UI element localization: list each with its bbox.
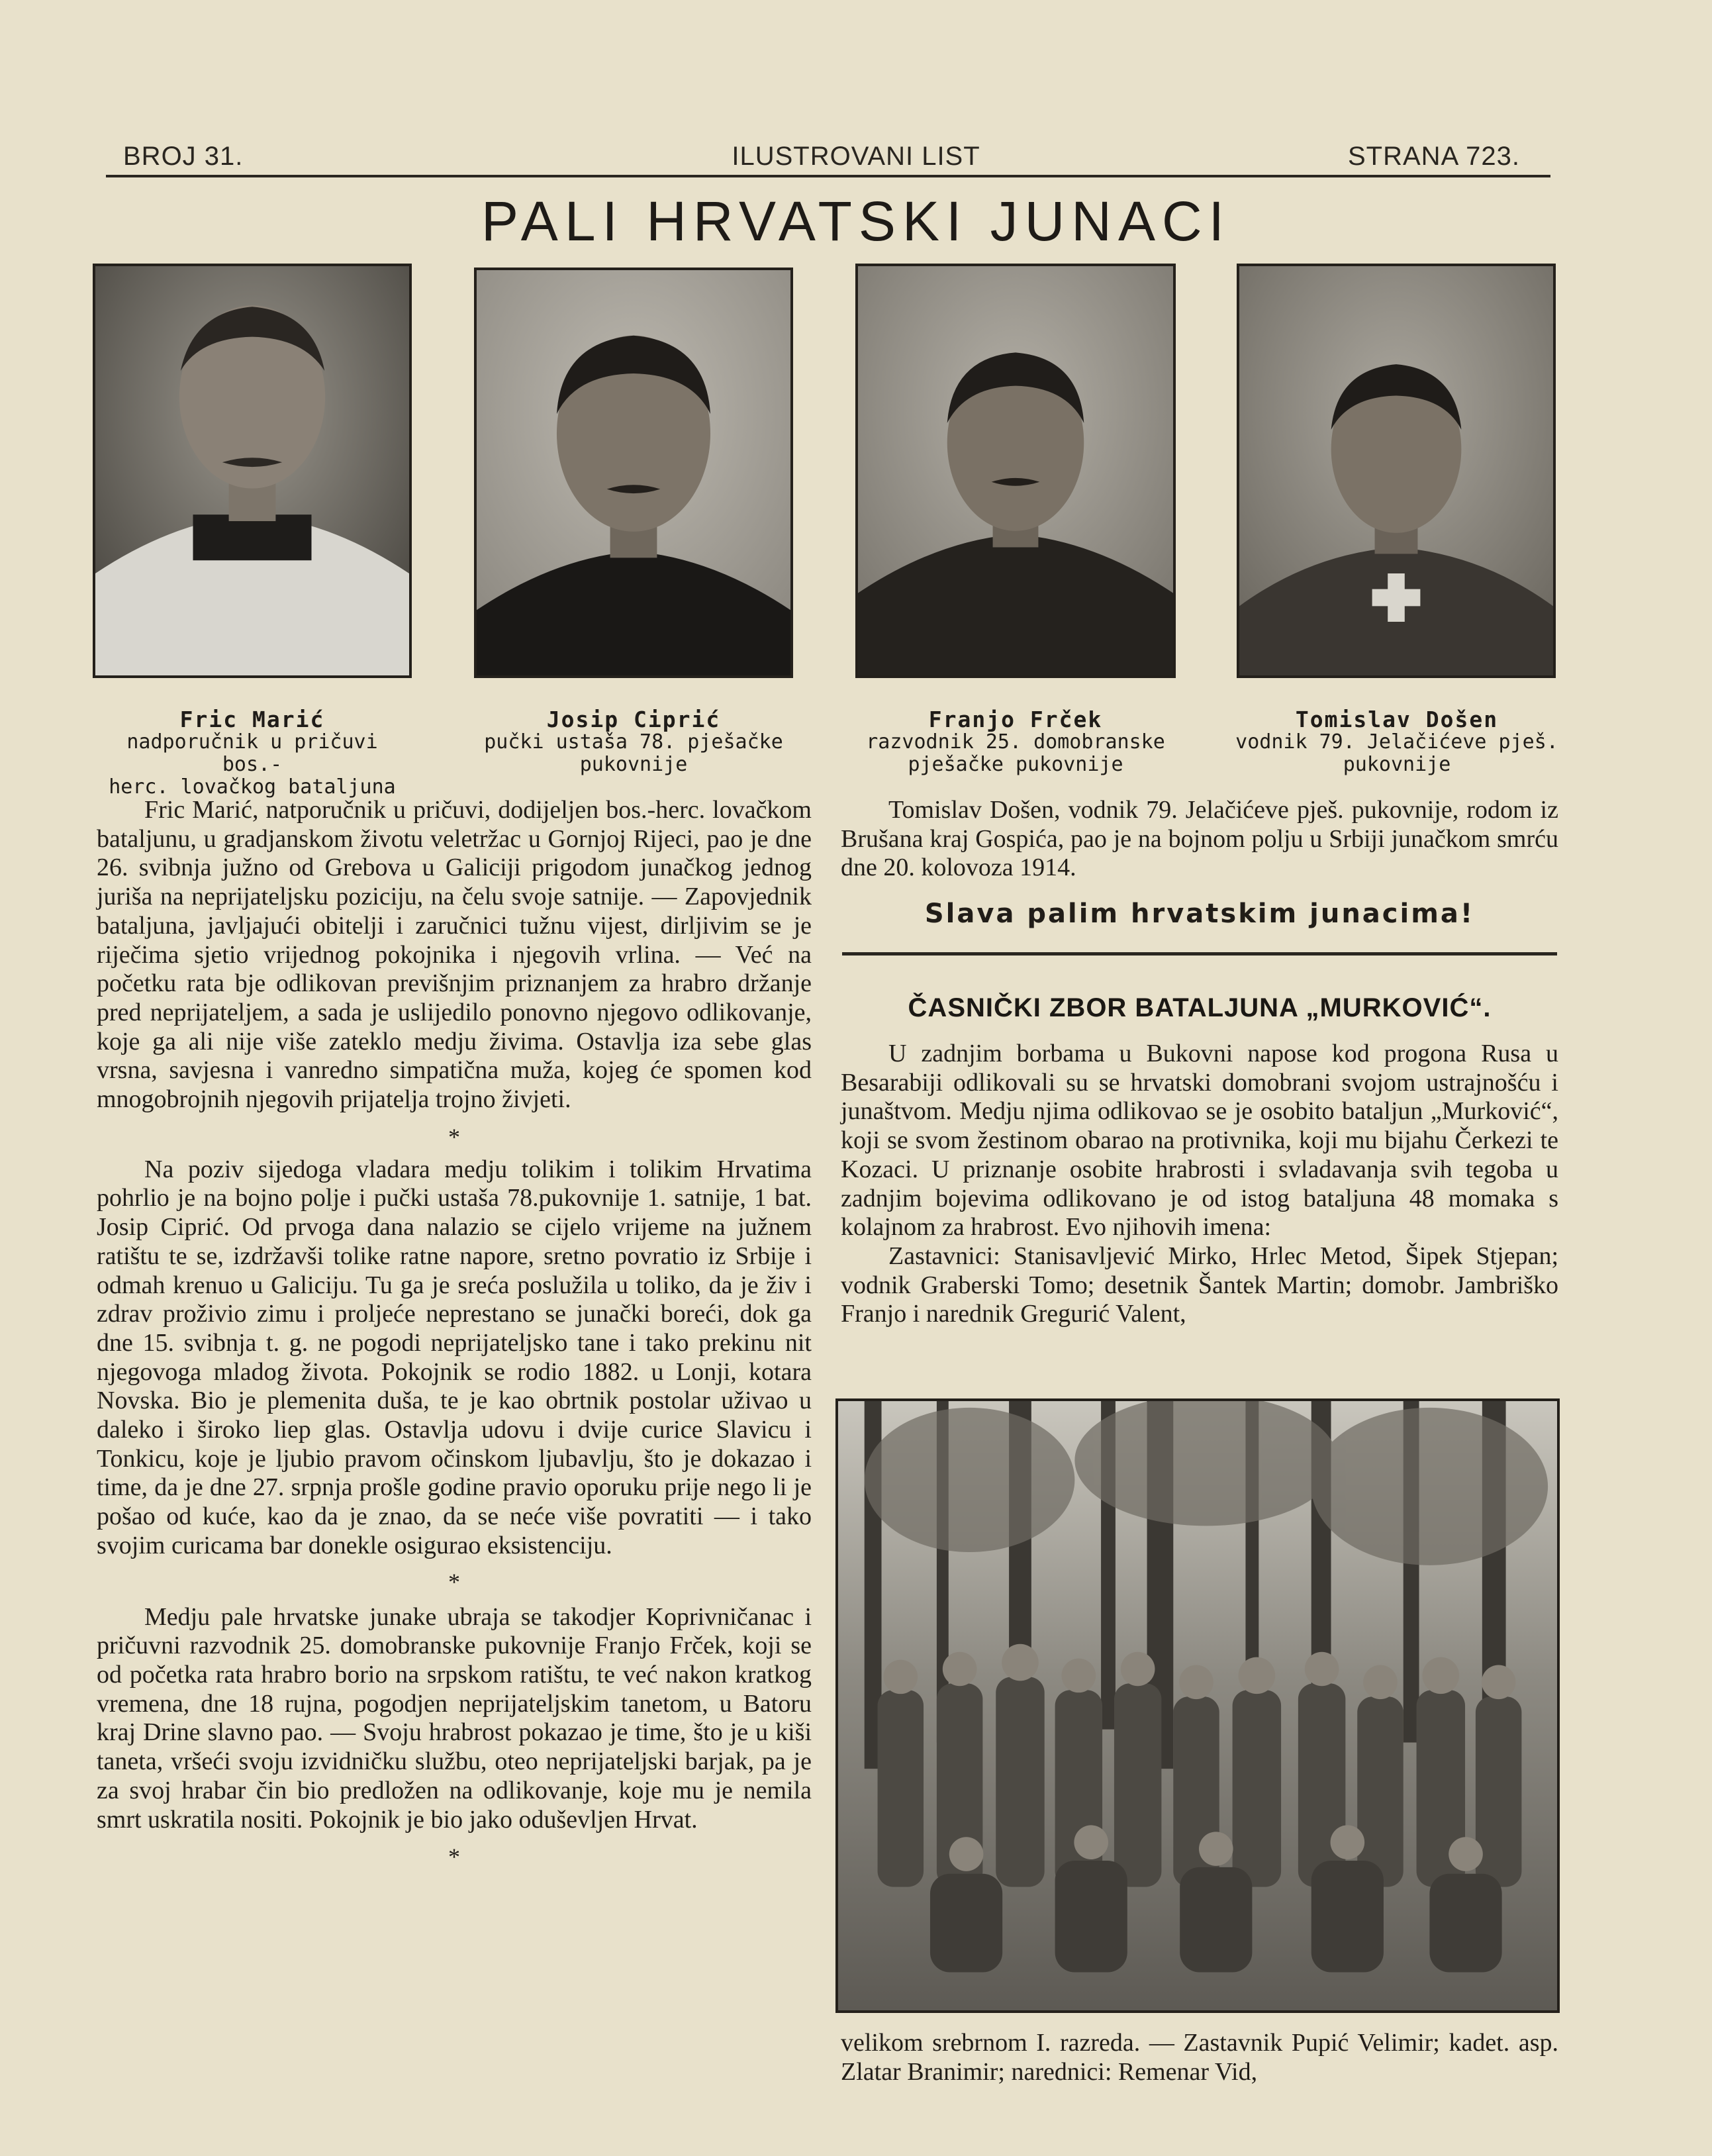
- portrait-name-1: Fric Marić: [179, 707, 325, 732]
- section-subtitle: ČASNIČKI ZBOR BATALJUNA „MURKOVIĆ“.: [908, 993, 1492, 1022]
- separator-star-1: *: [448, 1123, 460, 1150]
- portrait-desc-3a: razvodnik 25. domobranske: [866, 730, 1165, 754]
- portrait-desc-2a: pučki ustaša 78. pješačke: [484, 730, 783, 754]
- article-murkovic: U zadnjim borbama u Bukovni napose kod progona Rusa u Besarabiji odlikovali su se hrvatski domobrani svojom ustrajnošću i junaštvom. Medju njima odlikovao se je osobito bataljun „Murković“, koji se svom žestinom obarao na protivnika, koji mu bijahu Čerkezi te Kozaci. U priznanje osobite hrabrosti i svladavanja svih tegoba u zadnjim bojevima odlikovano je od istog bataljuna 48 momaka s kolajnom za hrabrost. Evo njihovih imena:: [841, 1040, 1558, 1242]
- portrait-photo-3: [855, 264, 1176, 678]
- slogan: Slava palim hrvatskim junacima!: [924, 899, 1475, 930]
- portrait-photo-1: [93, 264, 412, 678]
- group-photo: [835, 1398, 1560, 2013]
- portrait-image-2: [477, 270, 790, 675]
- header-publication: ILUSTROVANI LIST: [732, 142, 980, 171]
- portrait-name-2: Josip Ciprić: [546, 707, 721, 732]
- article-maric: Fric Marić, natporučnik u pričuvi, dodijeljen bos.-herc. lovačkom bataljunu, u gradjanskom životu veletržac u Gornjoj Rijeci, pao je dne 26. svibnja južno od Grebova u Galiciji prigodom junačkog jednog jurišа na neprijateljsku poziciju, na čelu svoje satnije. — Zapovjednik bataljuna, javljajući obitelji i zaručnici tužnu vijest, dirljivim se je riječima sjetio vrijednog pokojnika i njegovih vrlina. — Već na početku rata bje odlikovan previšnjim priznanjem za hrabro držanje pred neprijateljem, a sada je uslijedilo ponovno njegovo odlikovanje, koje ga ali nije više zateklo medju živima. Ostavlja iza sebe glas vrsna, savjesna i vanredno simpatična muža, kojeg će spomen kod mnogobrojnih njegovih prijatelja trojno živjeti.: [97, 796, 812, 1114]
- portrait-image-1: [95, 266, 409, 675]
- header-issue-number: BROJ 31.: [123, 142, 244, 171]
- portrait-desc-4a: vodnik 79. Jelačićeve pješ.: [1235, 730, 1558, 754]
- group-photo-image: [838, 1401, 1557, 2010]
- section-rule: [842, 952, 1557, 956]
- article-murkovic-names: Zastavnici: Stanisavljević Mirko, Hrlec Metod, Šipek Stjepan; vodnik Graberski Tomo; desetnik Šantek Martin; domobr. Jambriško Franjo i narednik Gregurić Valent,: [841, 1242, 1558, 1328]
- portrait-desc-1a: nadporučnik u pričuvi bos.-: [126, 730, 378, 776]
- portrait-name-4: Tomislav Došen: [1295, 707, 1499, 732]
- article-murkovic-continued: velikom srebrnom I. razreda. — Zastavnik Pupić Velimir; kadet. asp. Zlatar Branimir; narednici: Remenar Vid,: [841, 2029, 1558, 2086]
- separator-star-3: *: [448, 1843, 460, 1871]
- header-page-number: STRANA 723.: [1348, 142, 1521, 171]
- header-rule: [106, 175, 1550, 177]
- portrait-photo-4: [1237, 264, 1556, 678]
- left-column: [97, 796, 812, 1870]
- portrait-photo-2: [474, 268, 793, 678]
- separator-star-2: *: [448, 1568, 460, 1595]
- portrait-desc-4b: pukovnije: [1343, 753, 1451, 776]
- article-frcek: Medju pale hrvatske junake ubraja se takodjer Koprivničanac i pričuvni razvodnik 25. domobranske pukovnije Franjo Frček, koji se od početka rata hrabro borio na srpskom ratištu, te već nakon kratkog vremena, dne 18 rujna, pogodjen neprijateljskim tanetom, u Batoru kraj Drine slavno pao. — Svoju hrabrost pokazao je time, što je u kiši taneta, vršeći svoju izvidničku službu, oteo neprijateljski barjak, pa je za svoj hrabar čin bio predložen na odlikovanje, koje mu je nemila smrt uskratila nositi. Pokojnik je bio jako oduševljen Hrvat.: [97, 1602, 812, 1834]
- portrait-desc-1b: herc. lovačkog bataljuna: [109, 775, 396, 799]
- article-cipric: Na poziv sijedoga vladara medju tolikim i tolikim Hrvatima pohrlio je na bojno polje i pučki ustaša 78.pukovnije 1. satnije, 1 bat. Josip Ciprić. Od prvoga dana nalazio se cijelo vrijeme na južnem ratištu te se, izdržavši tolike ratne napore, sretno povratio iz Srbije i odmah krenuo u Galiciju. Tu ga je sreća poslužila u toliko, da je živ i zdrav proživio zimu i proljeće neprestano se junački boreći, dok ga dne 15. svibnja t. g. ne pogodi neprijateljsko tane i tako prekinu nit njegovoga mladog života. Pokojnik se rodio 1882. u Lonji, kotara Novska. Bio je plemenita duša, te je kao obrtnik postolar uživao u daleko i široko liep glas. Ostavlja udovu i dvije curice Slavicu i Tonkicu, koje je ljubio pravom očinskom ljubavlju, što je dokazao i time, da je dne 27. srpnja prošle godine pravio oporuku prije nego li je pošao od kuće, kao da je znao, da se neće više povratiti — i tako svojim curicama bar donekle osigurao eksistenciju.: [97, 1155, 812, 1559]
- page-title: PALI HRVATSKI JUNACI: [481, 190, 1231, 252]
- portrait-caption-3: [845, 709, 1186, 776]
- portrait-name-3: Franjo Frček: [928, 707, 1103, 732]
- portrait-caption-1: [93, 709, 412, 799]
- portrait-image-4: [1239, 266, 1553, 675]
- right-column-article: [841, 1040, 1558, 1329]
- right-column-continuation: [841, 2029, 1558, 2086]
- right-column-top: [841, 796, 1558, 929]
- portrait-desc-3b: pješačke pukovnije: [908, 753, 1123, 776]
- portrait-image-3: [858, 266, 1173, 675]
- portrait-caption-4: [1218, 709, 1576, 776]
- article-dosen: Tomislav Došen, vodnik 79. Jelačićeve pješ. pukovnije, rodom iz Brušana kraj Gospića, pao je na bojnom polju u Srbiji junačkom smrću dne 20. kolovoza 1914.: [841, 796, 1558, 882]
- portrait-caption-2: [474, 709, 793, 776]
- portrait-desc-2b: pukovnije: [579, 753, 688, 776]
